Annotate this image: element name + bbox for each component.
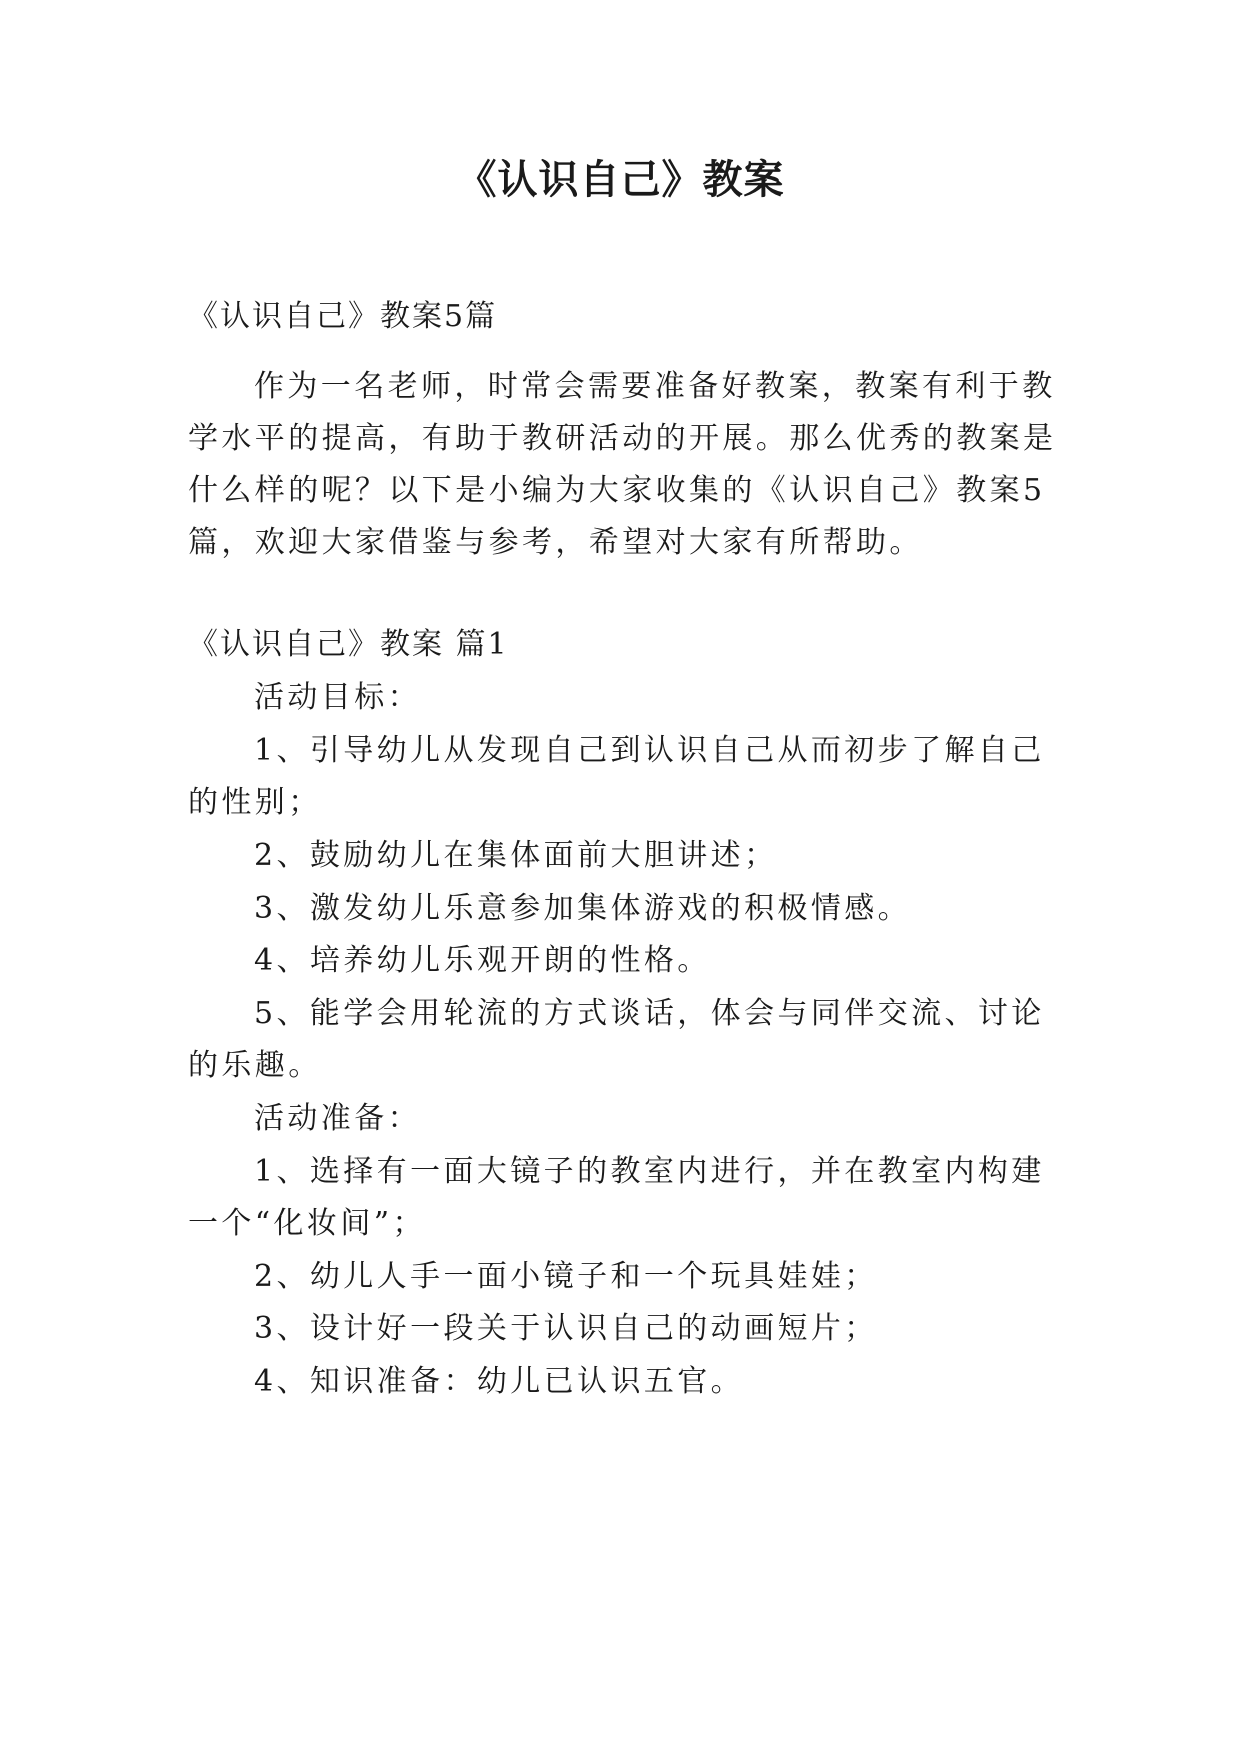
prep-item: 2、幼儿人手一面小镜子和一个玩具娃娃； [254, 1259, 878, 1294]
goal-item: 2、鼓励幼儿在集体面前大胆讲述； [254, 838, 778, 873]
prep-item: 4、知识准备：幼儿已认识五官。 [254, 1364, 745, 1399]
prep-item-continuation: 一个“化妆间”； [188, 1206, 426, 1241]
document-subtitle: 《认识自己》教案5篇 [188, 299, 498, 334]
goal-item-continuation: 的乐趣。 [188, 1048, 322, 1083]
goal-item: 3、激发幼儿乐意参加集体游戏的积极情感。 [254, 891, 912, 926]
goal-item: 4、培养幼儿乐观开朗的性格。 [254, 943, 711, 978]
section-heading: 《认识自己》教案 篇1 [188, 627, 509, 662]
goal-item-continuation: 的性别； [188, 785, 322, 820]
goals-label: 活动目标： [254, 680, 421, 715]
intro-line: 什么样的呢？以下是小编为大家收集的《认识自己》教案5 [188, 473, 1046, 508]
prep-item: 3、设计好一段关于认识自己的动画短片； [254, 1311, 878, 1346]
intro-line: 篇，欢迎大家借鉴与参考，希望对大家有所帮助。 [188, 525, 923, 560]
goal-item: 5、能学会用轮流的方式谈话，体会与同伴交流、讨论 [254, 996, 1045, 1031]
intro-line: 学水平的提高，有助于教研活动的开展。那么优秀的教案是 [188, 421, 1057, 456]
goal-item: 1、引导幼儿从发现自己到认识自己从而初步了解自己 [254, 733, 1045, 768]
prep-item: 1、选择有一面大镜子的教室内进行，并在教室内构建 [254, 1154, 1045, 1189]
document-title: 《认识自己》教案 [456, 157, 785, 203]
intro-line: 作为一名老师，时常会需要准备好教案，教案有利于教 [254, 369, 1056, 404]
prep-label: 活动准备： [254, 1101, 421, 1136]
